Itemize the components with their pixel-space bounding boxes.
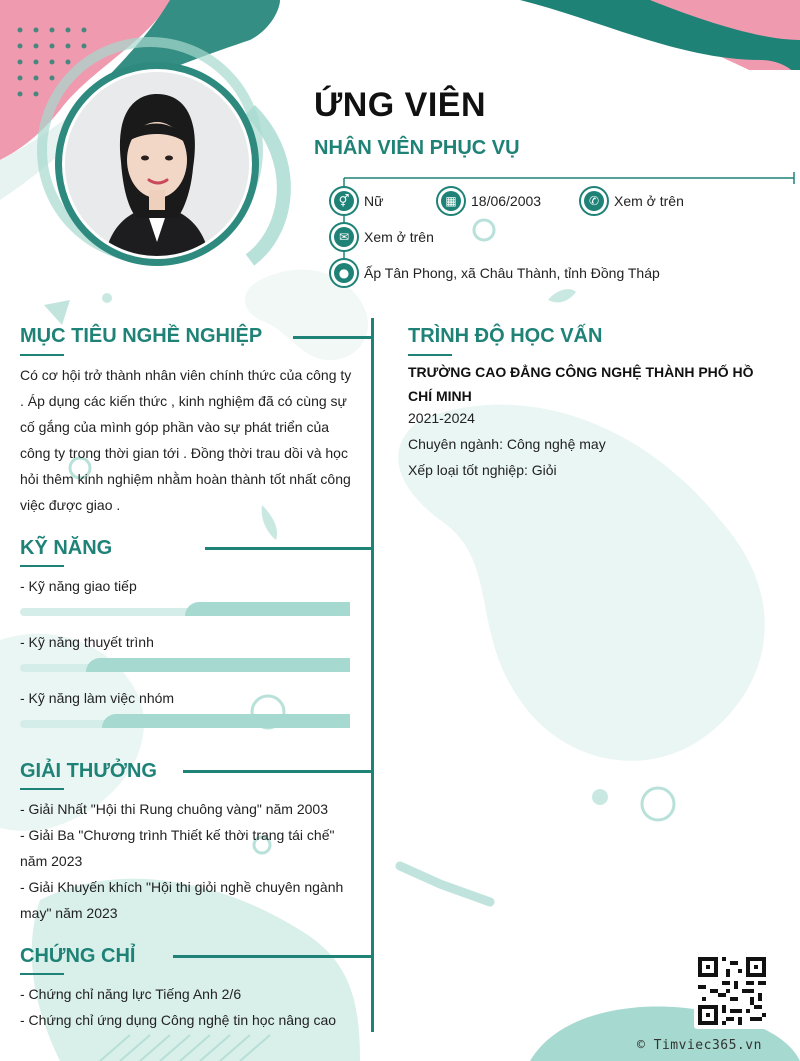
certificate-line: - Chứng chỉ ứng dụng Công nghệ tin học nâng cao — [20, 1012, 337, 1028]
info-phone — [579, 186, 684, 216]
candidate-name: ỨNG VIÊN — [314, 86, 487, 124]
education-school: TRƯỜNG CAO ĐẲNG CÔNG NGHỆ THÀNH PHỐ HỒ CHÍ MINH — [408, 364, 754, 404]
skill-fill — [86, 658, 350, 672]
skill-fill — [185, 602, 350, 616]
objective-rule — [293, 336, 373, 339]
phone-value: Xem ở trên — [614, 193, 684, 209]
objective-line: việc được giao . — [20, 497, 121, 513]
skills-title: KỸ NĂNG — [20, 537, 113, 559]
award-line: may" năm 2023 — [20, 905, 118, 921]
footer-brand[interactable]: © Timviec365.vn — [637, 1038, 762, 1053]
objective-underline — [20, 354, 64, 356]
location-pin-icon: ● — [329, 258, 359, 288]
profile-photo-frame — [55, 62, 259, 266]
phone-icon: ✆ — [579, 186, 609, 216]
objective-line: Có cơ hội trở thành nhân viên chính thức của công ty — [20, 367, 352, 383]
info-gender — [329, 186, 383, 216]
objective-line: cố gắng của mình góp phần vào sự phát triển của — [20, 419, 330, 435]
objective-title: MỤC TIÊU NGHỀ NGHIỆP — [20, 325, 263, 347]
info-address — [329, 258, 660, 288]
award-line: - Giải Nhất "Hội thi Rung chuông vàng" năm 2003 — [20, 801, 329, 817]
certificate-line: - Chứng chỉ năng lực Tiếng Anh 2/6 — [20, 986, 242, 1002]
skills-rule — [205, 547, 373, 550]
certificates-title: CHỨNG CHỈ — [20, 945, 136, 967]
skill-label: - Kỹ năng giao tiếp — [20, 578, 137, 594]
info-email — [329, 222, 434, 252]
education-grade: Xếp loại tốt nghiệp: Giỏi — [408, 462, 557, 478]
mail-icon: ✉ — [329, 222, 359, 252]
candidate-position: NHÂN VIÊN PHỤC VỤ — [314, 137, 520, 159]
education-underline — [408, 354, 452, 356]
birthdate-value: 18/06/2003 — [471, 193, 542, 209]
skill-label: - Kỹ năng thuyết trình — [20, 634, 154, 650]
certificates-rule — [173, 955, 373, 958]
profile-photo — [62, 69, 252, 259]
awards-underline — [20, 788, 64, 790]
objective-line: hỏi thêm kinh nghiệm nhằm hoàn thành tốt nhất công — [20, 471, 351, 487]
skill-label: - Kỹ năng làm việc nhóm — [20, 690, 175, 706]
awards-text — [20, 796, 353, 926]
skill-bar — [20, 608, 350, 616]
qr-code[interactable] — [694, 953, 770, 1029]
gender-value: Nữ — [364, 193, 384, 209]
award-line: - Giải Khuyến khích "Hội thi giỏi nghề chuyên ngành — [20, 879, 344, 895]
award-line: năm 2023 — [20, 853, 83, 869]
awards-rule — [183, 770, 373, 773]
info-birthdate — [436, 186, 541, 216]
certificates-text — [20, 981, 360, 1033]
objective-line: công ty trong thời gian tới . Đồng thời trau dồi và học — [20, 445, 348, 461]
awards-title: GIẢI THƯỞNG — [20, 760, 157, 782]
qr-code-icon — [698, 957, 766, 1025]
address-value: Ấp Tân Phong, xã Châu Thành, tỉnh Đồng Tháp — [364, 265, 660, 281]
education-major: Chuyên ngành: Công nghệ may — [408, 436, 606, 452]
education-period: 2021-2024 — [408, 410, 475, 426]
objective-line: . Áp dụng các kiến thức , kinh nghiệm đã có cùng sự — [20, 393, 347, 409]
portrait-illustration — [65, 72, 249, 256]
objective-text — [20, 362, 353, 518]
email-value: Xem ở trên — [364, 229, 434, 245]
education-title: TRÌNH ĐỘ HỌC VẤN — [408, 325, 603, 347]
gender-icon: ⚥ — [329, 186, 359, 216]
skill-fill — [102, 714, 350, 728]
skill-bar — [20, 720, 350, 728]
skills-underline — [20, 565, 64, 567]
certificates-underline — [20, 973, 64, 975]
skill-bar — [20, 664, 350, 672]
award-line: - Giải Ba "Chương trình Thiết kế thời trang tái chế" — [20, 827, 335, 843]
column-divider — [371, 318, 374, 1032]
calendar-icon: ▦ — [436, 186, 466, 216]
